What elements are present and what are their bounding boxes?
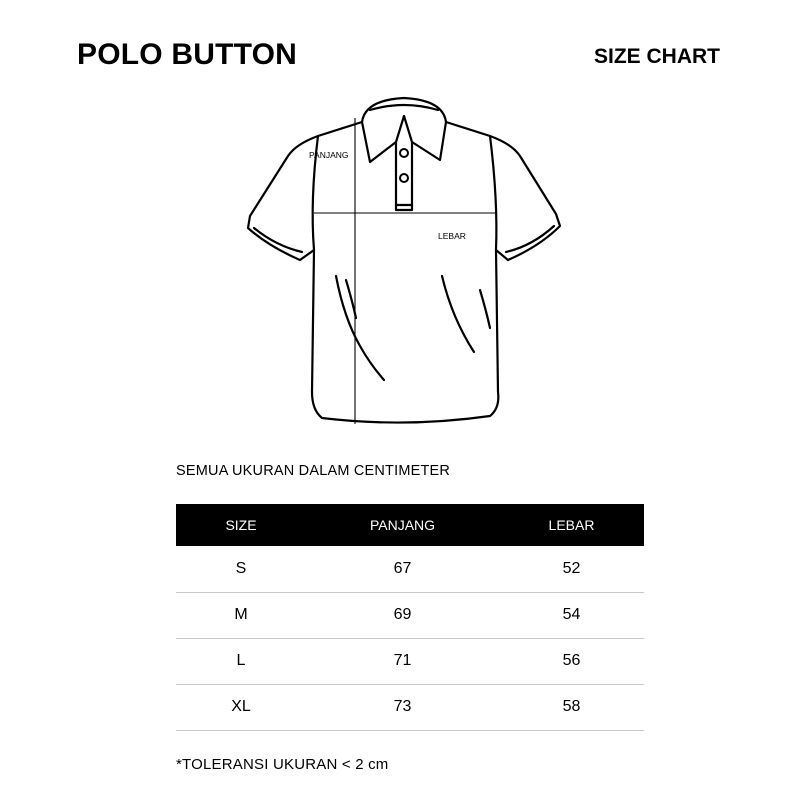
shirt-body-outline	[248, 122, 560, 423]
tolerance-footnote: *TOLERANSI UKURAN < 2 cm	[176, 756, 389, 773]
cell-panjang: 71	[306, 638, 499, 684]
cell-panjang: 69	[306, 592, 499, 638]
lebar-label: LEBAR	[438, 231, 466, 241]
cell-size: S	[176, 546, 306, 592]
cell-size: L	[176, 638, 306, 684]
column-header-size: SIZE	[225, 517, 257, 533]
cell-panjang: 73	[306, 684, 499, 730]
cell-lebar: 56	[499, 638, 644, 684]
page-title: POLO BUTTON	[77, 38, 297, 71]
units-note: SEMUA UKURAN DALAM CENTIMETER	[176, 463, 451, 479]
table-row	[176, 592, 644, 638]
column-header-lebar: LEBAR	[548, 517, 595, 533]
cell-size: M	[176, 592, 306, 638]
panjang-label: PANJANG	[309, 150, 349, 160]
table-header-row	[176, 504, 644, 546]
table-row	[176, 638, 644, 684]
table-row	[176, 684, 644, 730]
column-header-panjang: PANJANG	[369, 517, 436, 533]
cell-panjang: 67	[306, 546, 499, 592]
table-row	[176, 546, 644, 592]
cell-size: XL	[176, 684, 306, 730]
cell-lebar: 54	[499, 592, 644, 638]
cell-lebar: 58	[499, 684, 644, 730]
page-subtitle: SIZE CHART	[594, 45, 720, 68]
cell-lebar: 52	[499, 546, 644, 592]
size-table	[176, 504, 644, 731]
